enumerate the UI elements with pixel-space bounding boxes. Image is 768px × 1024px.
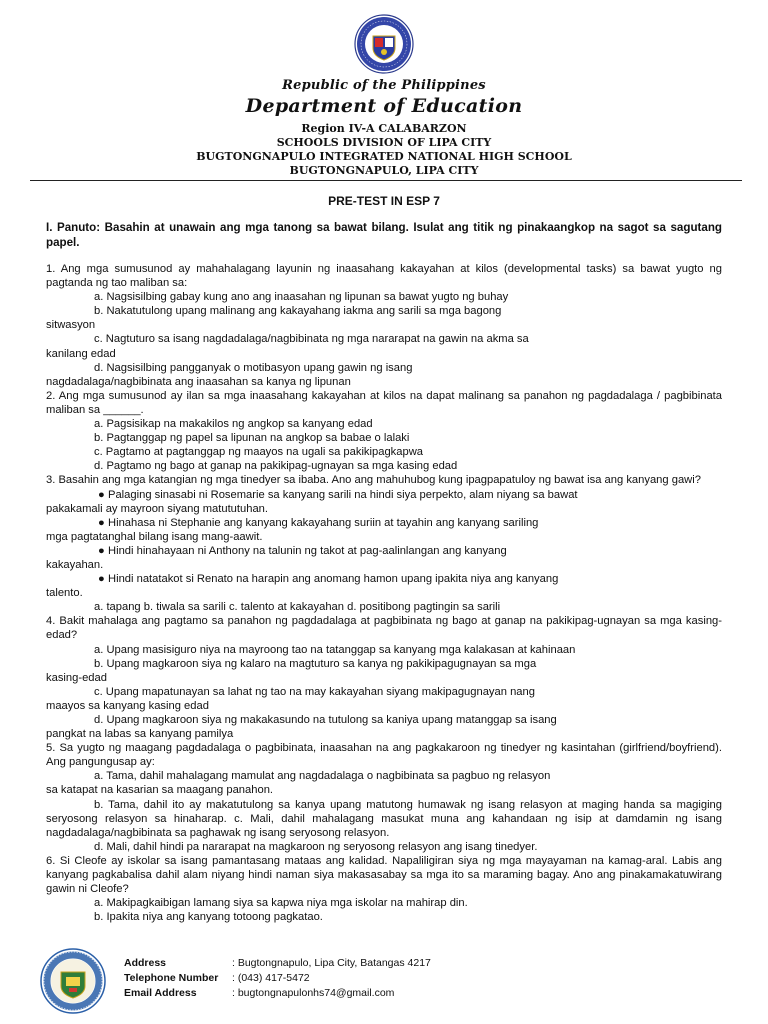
question-2: 2. Ang mga sumusunod ay ilan sa mga inaasahang kakayahan at kilos na dapat malinang sa panahon ng pagdadalaga / pagbibinata maliban sa ______.	[46, 389, 722, 416]
footer	[40, 948, 740, 1014]
questions	[46, 262, 722, 924]
question-6: 6. Si Cleofe ay iskolar sa isang pamantasang mataas ang kalidad. Napaliligiran siya ng mga mayayaman na kamag-aral. Labis ang kanyang pagkabalisa dahil alam niyang hindi naman siya makasasabay sa mga ito sa maraming bagay. Ano ang pinakamakatuwirang gawin ni Cleofe?	[46, 854, 722, 896]
option-5bc: b. Tama, dahil ito ay makatutulong sa kanya upang matutong humawak ng isang relasyon at maging handa sa magiging seryosong relasyon sa hinaharap. c. Mali, dahil mahalagang masukat muna ang kahandaan ng isip at damdamin ng isang nagdadalaga/nagbibinata sa paghawak ng isang seryosong relasyon.	[46, 798, 722, 839]
bullet-anthony	[46, 544, 722, 558]
bullet-icon: ●	[98, 573, 105, 586]
question-3: 3. Basahin ang mga katangian ng mga tinedyer sa ibaba. Ano ang mahuhubog kung ipagpapatuloy ng bawat isa ang kanyang gawi?	[46, 474, 701, 487]
option-1b: b. Nakatutulong upang malinang ang kakayahang iakma ang sarili sa mga bagong	[94, 305, 502, 318]
footer-address-label: Address	[124, 957, 167, 969]
option-2b: b. Pagtanggap ng papel sa lipunan na angkop sa babae o lalaki	[94, 432, 410, 445]
bullet-renato-cont: talento.	[46, 587, 83, 600]
instruction: I. Panuto: Basahin at unawain ang mga tanong sa bawat bilang. Isulat ang titik ng pinakaangkop na sagot sa sagutang papel.	[46, 221, 722, 249]
footer-email	[124, 986, 394, 1001]
option-6a: a. Makipagkaibigan lamang siya sa kapwa niya mga iskolar na mahirap din.	[94, 897, 468, 910]
bullet-icon: ●	[98, 544, 105, 557]
option-2c: c. Pagtamo at pagtanggap ng maayos na ugali sa pakikipagkapwa	[94, 446, 424, 459]
footer-address-value: : Bugtongnapulo, Lipa City, Batangas 4217	[232, 957, 431, 969]
bullet-anthony-cont: kakayahan.	[46, 558, 104, 571]
bullet-text: Palaging sinasabi ni Rosemarie sa kanyang sarili na hindi siya perpekto, alam niyang sa bawat	[108, 488, 578, 501]
bullet-text: Hindi natatakot si Renato na harapin ang anomang hamon upang ipakita niya ang kanyang	[108, 573, 559, 586]
option-4d: d. Upang magkaroon siya ng makakasundo na tutulong sa kaniya upang matanggap sa isang	[94, 714, 557, 726]
test-title: PRE-TEST IN ESP 7	[328, 194, 440, 208]
bullet-icon: ●	[98, 488, 105, 501]
bullet-stephanie	[46, 516, 722, 530]
bullet-rosemarie	[46, 488, 722, 502]
bullet-rosemarie-cont: pakakamali ay mayroon siyang matututuhan.	[46, 502, 269, 515]
bullet-text: Hinahasa ni Stephanie ang kanyang kakayahang suriin at tayahin ang kanyang sariling	[108, 516, 539, 529]
school-logo-icon	[40, 948, 106, 1014]
bullet-icon: ●	[98, 516, 105, 529]
school-line: BUGTONGNAPULO INTEGRATED NATIONAL HIGH SCHOOL	[196, 150, 572, 163]
bullet-renato	[46, 572, 722, 586]
options-3: a. tapang b. tiwala sa sarili c. talento at kakayahan d. positibong pagtingin sa sarili	[94, 601, 501, 614]
footer-phone-label: Telephone Number	[124, 972, 219, 984]
option-5a: a. Tama, dahil mahalagang mamulat ang nagdadalaga o nagbibinata sa pagbuo ng relasyon	[94, 770, 551, 783]
option-1b-cont: sitwasyon	[46, 319, 96, 332]
header-divider	[30, 180, 742, 181]
option-6b: b. Ipakita niya ang kanyang totoong pagkatao.	[94, 911, 323, 924]
option-4a: a. Upang masisiguro niya na mayroong tao na tatanggap sa kanyang mga kalakasan at kahinaan	[94, 643, 576, 656]
bullet-stephanie-cont: mga pagtatanghal bilang isang mang-aawit.	[46, 530, 263, 543]
option-1d: d. Nagsisilbing pangganyak o motibasyon upang gawin ng isang	[94, 361, 413, 374]
bullet-text: Hindi hinahayaan ni Anthony na talunin ng takot at pag-aalinlangan ang kanyang	[108, 544, 507, 557]
footer-email-value: : bugtongnapulonhs74@gmail.com	[232, 987, 395, 999]
footer-address	[124, 956, 431, 971]
option-5d: d. Mali, dahil hindi pa nararapat na magkaroon ng seryosong relasyon ang isang tinedyer.	[94, 840, 538, 853]
question-5: 5. Sa yugto ng maagang pagdadalaga o pagbibinata, inaasahan na ang pagkakaroon ng tinedyer ng kasintahan (girlfriend/boyfriend). Ang pangungusap ay:	[46, 742, 722, 769]
school-address-line: BUGTONGNAPULO, LIPA CITY	[289, 164, 479, 177]
republic-heading: Republic of the Philippines	[282, 78, 486, 93]
option-4b: b. Upang magkaroon siya ng kalaro na magtuturo sa kanya ng pakikipagugnayan sa mga	[94, 657, 537, 670]
question-4: 4. Bakit mahalaga ang pagtamo sa panahon ng pagdadalaga at pagbibinata ng bago at ganap na pakikipag-ugnayan sa mga kasing-edad?	[46, 615, 722, 642]
option-1a: a. Nagsisilbing gabay kung ano ang inaasahan ng lipunan sa bawat yugto ng buhay	[94, 291, 509, 304]
footer-email-label: Email Address	[124, 987, 197, 999]
option-4c: c. Upang mapatunayan sa lahat ng tao na may kakayahan siyang makipagugnayan nang	[94, 685, 535, 698]
question-1: 1. Ang mga sumusunod ay mahahalagang layunin ng inaasahang kakayahan at kilos (developmental tasks) sa bawat yugto ng pagtanda ng tao maliban sa:	[46, 263, 722, 290]
option-2a: a. Pagsisikap na makakilos ng angkop sa kanyang edad	[94, 418, 373, 431]
footer-phone	[124, 971, 310, 986]
department-heading: Department of Education	[245, 95, 523, 117]
option-1d-cont: nagdadalaga/nagbibinata ang inaasahan sa kanya ng lipunan	[46, 375, 351, 388]
option-4d-cont: pangkat na labas sa kanyang pamilya	[46, 728, 234, 741]
option-2d: d. Pagtamo ng bago at ganap na pakikipag-ugnayan sa mga kasing edad	[94, 460, 458, 473]
division-line: SCHOOLS DIVISION OF LIPA CITY	[276, 136, 492, 149]
region-line: Region IV-A CALABARZON	[301, 122, 467, 135]
deped-seal-icon	[354, 14, 414, 74]
option-1c: c. Nagtuturo sa isang nagdadalaga/nagbibinata ng mga nararapat na gawin na akma sa	[94, 333, 529, 346]
option-4b-cont: kasing-edad	[46, 671, 107, 684]
option-1c-cont: kanilang edad	[46, 347, 116, 360]
option-5a-cont: sa katapat na kasarian sa maagang panahon.	[46, 784, 274, 797]
footer-phone-value: : (043) 417-5472	[232, 972, 310, 984]
option-4c-cont: maayos sa kanyang kasing edad	[46, 699, 209, 712]
